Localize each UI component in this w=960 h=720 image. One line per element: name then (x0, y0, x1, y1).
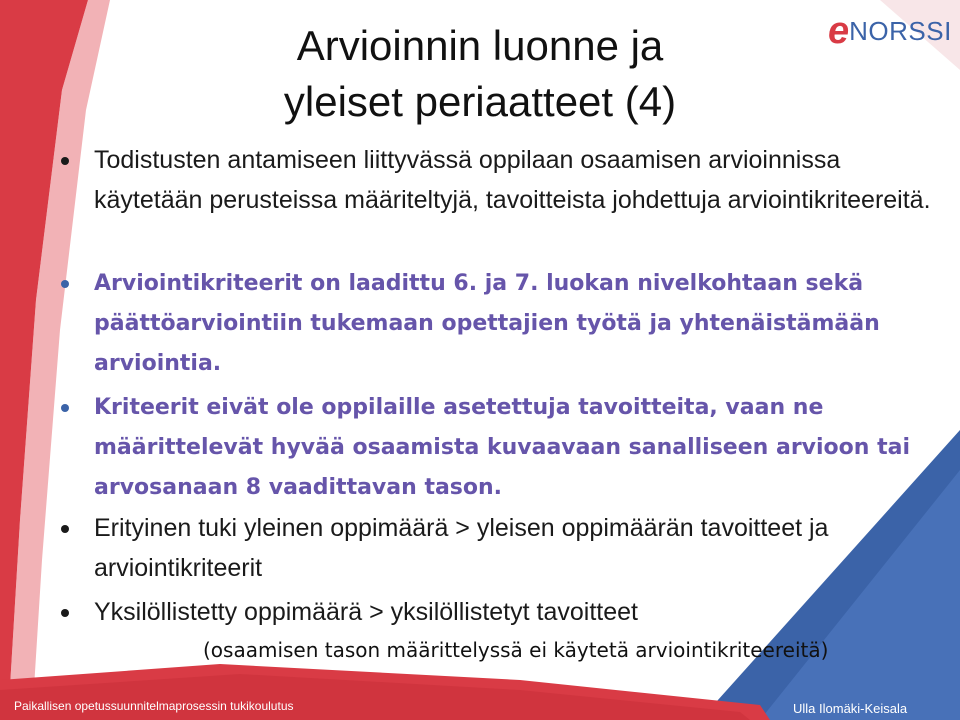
bullet-dot-icon (61, 404, 69, 412)
logo-prefix: e (828, 10, 850, 52)
bullet-text: Yksilöllistetty oppimäärä > yksilöllistetyt tavoitteet (94, 598, 638, 626)
bullet-item (94, 264, 944, 384)
bullet-dot-icon (61, 280, 69, 288)
note-text: (osaamisen tason määrittelyssä ei käytetä arviointikriteereitä) (203, 638, 829, 662)
bullet-dot-icon (61, 525, 69, 533)
title-line-1: Arvioinnin luonne ja (296, 22, 664, 69)
bullet-text: Arviointikriteerit on laadittu 6. ja 7. luokan nivelkohtaan sekä päättöarviointiin tukemaan opettajien työtä ja yhtenäistämään arviointia. (94, 271, 880, 376)
bullet-dot-icon (61, 157, 69, 165)
bullet-text: Kriteerit eivät ole oppilaille asetettuja tavoitteita, vaan ne määrittelevät hyvää osaamista kuvaavaan sanalliseen arvioon tai arvosanaan 8 vaadittavan tason. (94, 395, 910, 500)
bullet-text: Todistusten antamiseen liittyvässä oppilaan osaamisen arvioinnissa käytetään perusteissa määriteltyjä, tavoitteista johdettuja arviointikriteereitä. (94, 146, 931, 214)
bullet-item (94, 140, 944, 220)
logo-name: NORSSI (849, 16, 952, 46)
bullet-item (94, 508, 944, 588)
bullet-dot-icon (61, 609, 69, 617)
bullet-item (94, 592, 944, 632)
bullet-text: Erityinen tuki yleinen oppimäärä > yleisen oppimäärän tavoitteet ja arviointikriteerit (94, 514, 829, 582)
title-line-2: yleiset periaatteet (4) (283, 78, 677, 125)
footer-left-text: Paikallisen opetussuunnitelmaprosessin tukikoulutus (14, 699, 294, 713)
footer-author: Ulla Ilomäki-Keisala (793, 701, 908, 716)
bullet-item (94, 388, 944, 508)
